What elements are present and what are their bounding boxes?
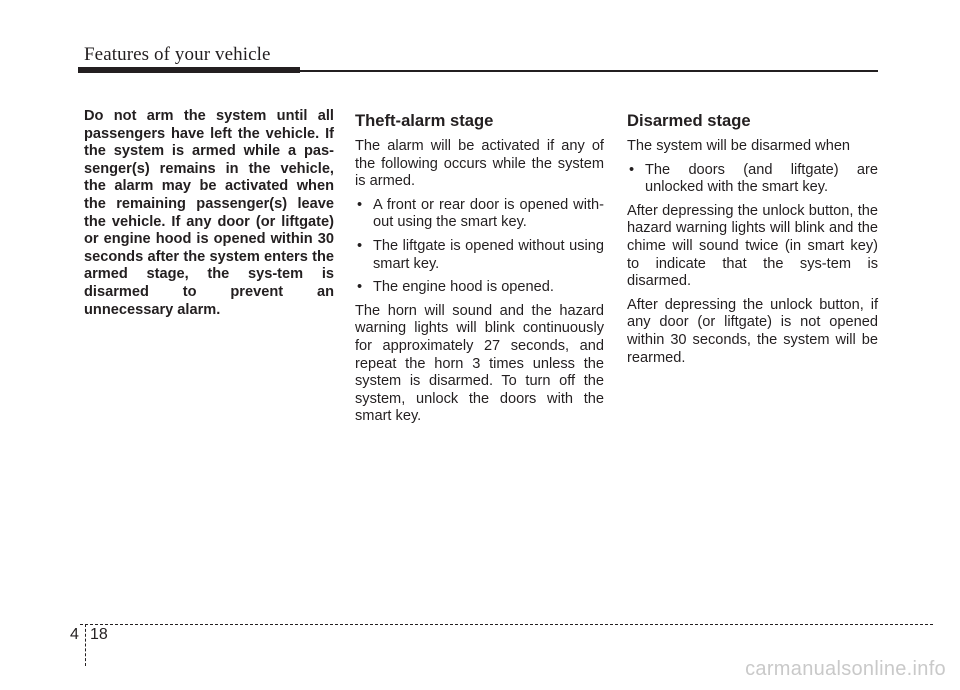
column-theft-alarm bbox=[355, 111, 604, 432]
theft-alarm-body: The horn will sound and the hazard warning lights will blink continuously for approximately 27 seconds, and repeat the horn 3 times unless the system is disarmed. To turn off the system, unlock the doors with the smart key. bbox=[355, 302, 604, 425]
footer-divider bbox=[85, 624, 86, 666]
header-rule-thick bbox=[78, 67, 300, 73]
footer-rule bbox=[80, 624, 933, 625]
list-item bbox=[355, 238, 604, 273]
theft-alarm-intro: The alarm will be activated if any of the following occurs while the system is armed. bbox=[355, 138, 604, 190]
bullet-text: The doors (and liftgate) are unlocked with the smart key. bbox=[645, 161, 878, 196]
disarmed-paragraph-1: After depressing the unlock button, the hazard warning lights will blink and the chime will sound twice (in smart key) to indicate that the sys-tem is disarmed. bbox=[627, 202, 878, 290]
bullet-text: The engine hood is opened. bbox=[373, 279, 554, 296]
disarmed-paragraph-2: After depressing the unlock button, if any door (or liftgate) is not opened within 30 seconds, the system will be rearmed. bbox=[627, 296, 878, 366]
list-item bbox=[627, 162, 878, 197]
bullet-icon: • bbox=[357, 279, 363, 296]
header-rule-thin bbox=[300, 70, 878, 72]
section-number: 4 bbox=[70, 626, 79, 643]
page-number: 18 bbox=[90, 626, 108, 643]
column-warning bbox=[84, 108, 334, 319]
bullet-text: A front or rear door is opened with-out using the smart key. bbox=[373, 196, 604, 231]
bullet-icon: • bbox=[629, 161, 635, 178]
column-disarmed bbox=[627, 111, 878, 373]
watermark: carmanualsonline.info bbox=[745, 658, 946, 680]
theft-alarm-bullets bbox=[355, 197, 604, 297]
bullet-text: The liftgate is opened without using smart key. bbox=[373, 237, 604, 272]
disarmed-intro: The system will be disarmed when bbox=[627, 138, 851, 154]
list-item bbox=[355, 279, 604, 297]
bullet-icon: • bbox=[357, 237, 363, 254]
bullet-icon: • bbox=[357, 196, 363, 213]
list-item bbox=[355, 197, 604, 232]
page-header-title: Features of your vehicle bbox=[84, 44, 271, 65]
warning-text: Do not arm the system until all passengers have left the vehicle. If the system is armed while a pas-senger(s) remains in the vehicle, the alarm may be activated when the remaining passenger(s) leave the vehicle. If any door (or liftgate) or engine hood is opened within 30 seconds after the system enters the armed stage, the sys-tem is disarmed to prevent an unnecessary alarm. bbox=[84, 108, 334, 318]
disarmed-bullets bbox=[627, 162, 878, 197]
theft-alarm-heading: Theft-alarm stage bbox=[355, 111, 494, 130]
disarmed-heading: Disarmed stage bbox=[627, 111, 751, 130]
